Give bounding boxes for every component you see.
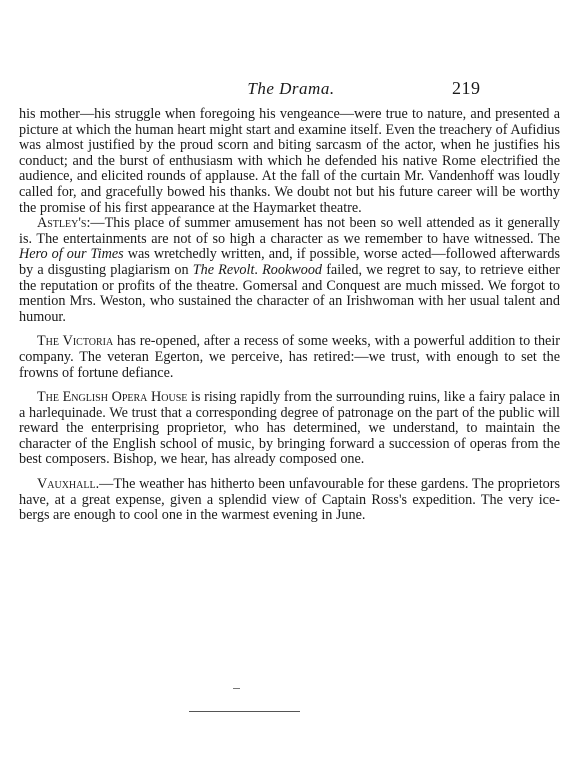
paragraph-english-opera-house xyxy=(19,390,560,468)
page-number: 219 xyxy=(452,78,481,98)
paragraph-text: his mother—his struggle when foregoing his vengeance—were true to nature, and presented a picture at which the human heart might start and examine itself. Even the treachery of Aufidius was almost justified by the proud scorn and biting sarcasm of the actor, when he justifies his conduct; and the burst of enthusiasm with which he defended his native Rome electrified the audience, and elicited rounds of applause. At the fall of the curtain Mr. Vandenhoff was loudly called for, and gracefully bowed his thanks. We doubt not but his future career will be worthy the promise of his first appearance at the Haymarket theatre. xyxy=(19,106,560,216)
section-lead-victoria: The Victoria xyxy=(37,333,114,350)
italic-title-the-revolt: The Revolt xyxy=(192,261,255,278)
paragraph-text: has re-opened, after a recess of some weeks, with a powerful addition to their company. The veteran Egerton, we perceive, has retired:—we trust, with enough to set the frowns of fortune defiance. xyxy=(19,333,561,381)
article-body xyxy=(19,107,560,524)
paragraph-victoria xyxy=(19,334,560,381)
paragraph-text: —The weather has hitherto been unfavourable for these gardens. The proprietors have, at a great expense, given a splendid view of Captain Ross's expedition. The very ice-bergs are enough to cool one in the warmest evening in June. xyxy=(19,476,560,524)
paragraph-coriolanus-review xyxy=(19,107,560,216)
paragraph-text: is rising rapidly from the surrounding ruins, like a fairy palace in a harlequinade. We trust that a corresponding degree of patronage on the part of the public will reward the enterprising proprietor, who has determined, we understand, to maintain the character of the English school of music, by bringing forward a succession of operas from the best composers. Bishop, we hear, has already composed one. xyxy=(19,389,560,468)
paragraph-astleys xyxy=(19,216,560,325)
section-lead-english-opera-house: The English Opera House xyxy=(37,389,188,406)
section-lead-astleys: Astley's xyxy=(37,215,87,232)
paragraph-text: was wretchedly written, and, if possible, worse acted—followed afterwards by a disgusting plagiarism on xyxy=(19,246,560,278)
paragraph-vauxhall xyxy=(19,477,560,524)
decorative-mark xyxy=(233,688,240,689)
running-title: The Drama. xyxy=(247,79,335,98)
italic-title-hero-of-our-times: Hero of our Times xyxy=(19,246,124,263)
paragraph-text: :—This place of summer amusement has not been so well attended as it generally is. The entertainments are not of so high a character as we remember to have witnessed. The xyxy=(19,215,560,247)
italic-title-rookwood: Rookwood xyxy=(262,261,323,278)
section-lead-vauxhall: Vauxhall. xyxy=(37,476,100,493)
section-divider-rule xyxy=(189,711,300,712)
paragraph-text: failed, we regret to say, to retrieve either the reputation or profits of the theatre. Gomersal and Conquest are much missed. We forgot to mention Mrs. Weston, who sustained the character of an Irishwoman with her usual talent and humour. xyxy=(19,261,561,325)
paragraph-text: . xyxy=(254,261,263,278)
